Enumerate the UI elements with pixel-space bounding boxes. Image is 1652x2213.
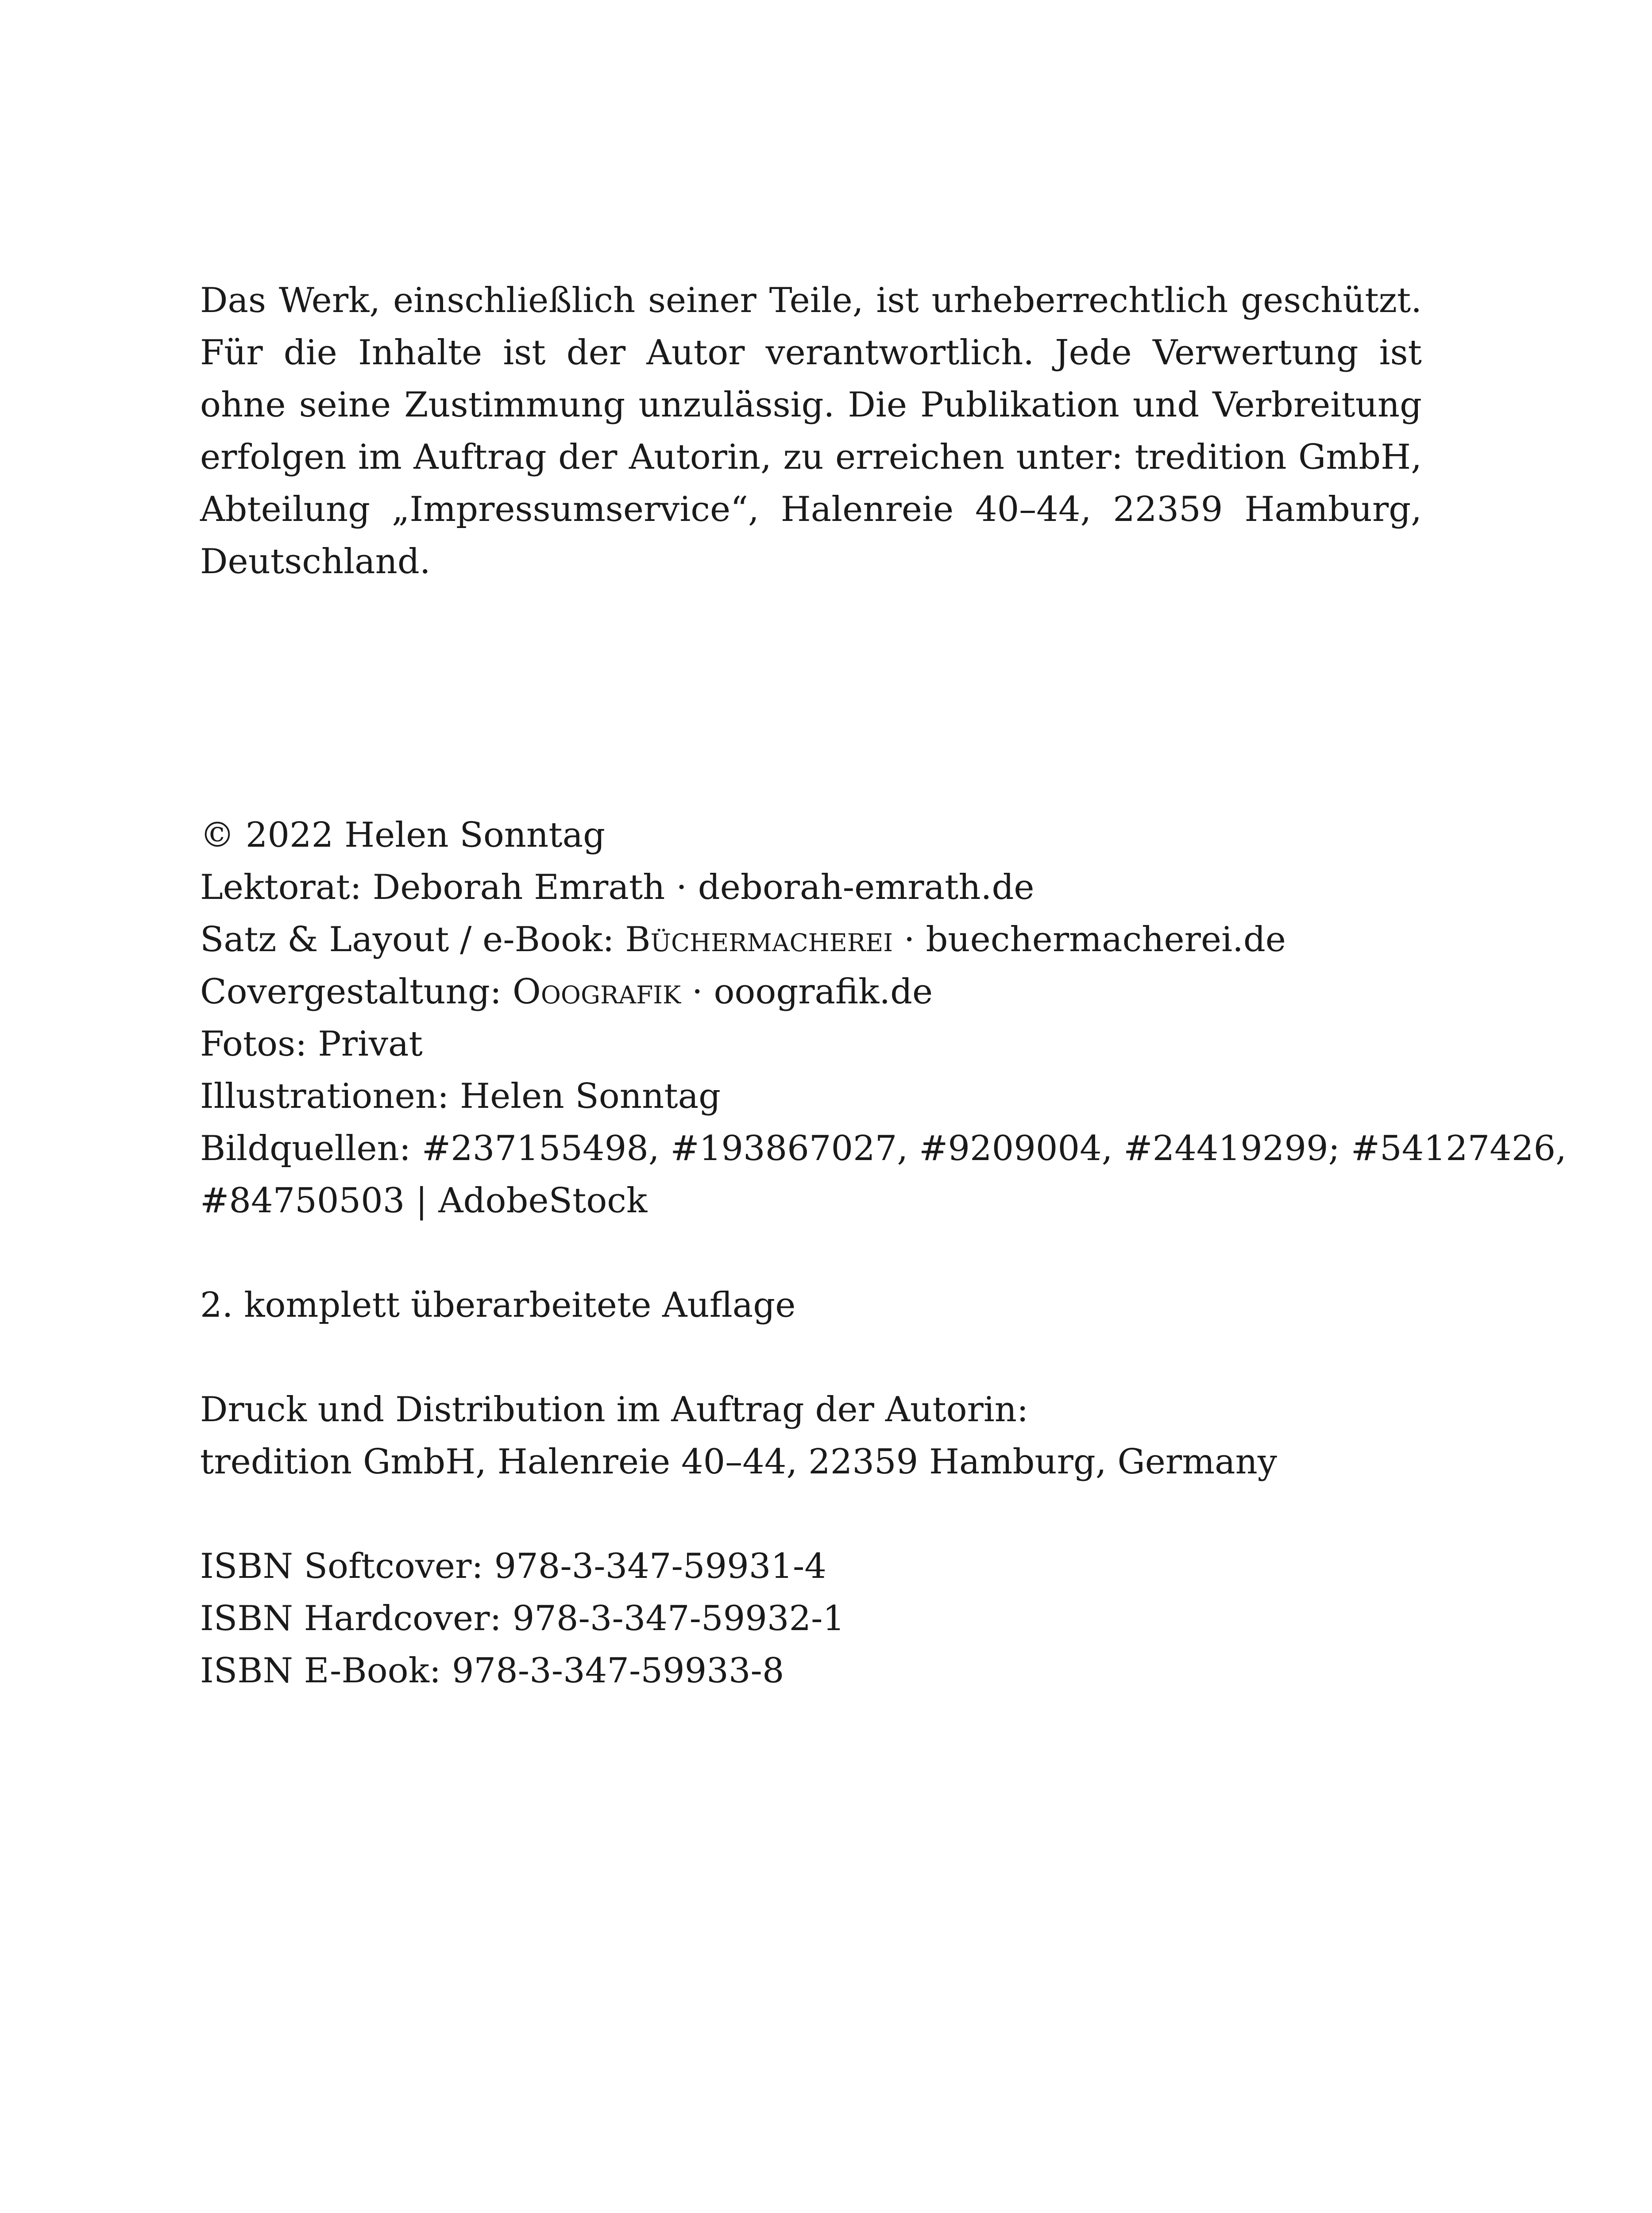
auflage-line: 2. komplett überarbeitete Auflage (200, 1285, 796, 1325)
imprint-page (200, 274, 1567, 1697)
druck-line-2: tredition GmbH, Halenreie 40–44, 22359 Hamburg, Germany (200, 1442, 1277, 1482)
cover-studio: Ooografik (512, 972, 681, 1012)
druck-line-1: Druck und Distribution im Auftrag der Autorin: (200, 1390, 1029, 1430)
bildquellen-line-2: #84750503 | AdobeStock (200, 1181, 648, 1221)
credits-block (200, 809, 1567, 1697)
spacer (200, 1227, 1422, 1279)
satz-studio: Büchermacherei (625, 920, 893, 960)
isbn-hardcover: ISBN Hardcover: 978-3-347-59932-1 (200, 1599, 845, 1639)
fotos-line: Fotos: Privat (200, 1024, 423, 1064)
cover-suffix: · ooografik.de (681, 972, 933, 1012)
spacer (200, 1488, 1422, 1540)
copyright-line: © 2022 Helen Sonntag (200, 815, 606, 855)
legal-notice: Das Werk, einschließlich seiner Teile, ist urheberrechtlich geschützt. Für die Inhalte ist der Autor verantwortlich. Jede Verwertung ist ohne seine Zustimmung unzulässig. Die Publikation und Verbreitung erfolgen im Auftrag der Autorin, zu erreichen unter: tredition GmbH, Abteilung „Impressumservice“, Halenreie 40–44, 22359 Hamburg, Deutschland. (200, 281, 1422, 582)
cover-line (200, 966, 1422, 1018)
satz-line (200, 914, 1422, 966)
illustrationen-line: Illustrationen: Helen Sonntag (200, 1076, 721, 1116)
spacer (200, 1331, 1422, 1384)
bildquellen-line-1: Bildquellen: #237155498, #193867027, #9209004, #24419299; #54127426, (200, 1129, 1567, 1168)
satz-prefix: Satz & Layout / e-Book: (200, 920, 625, 960)
cover-prefix: Covergestaltung: (200, 972, 513, 1012)
isbn-ebook: ISBN E-Book: 978-3-347-59933-8 (200, 1651, 784, 1691)
isbn-softcover: ISBN Softcover: 978-3-347-59931-4 (200, 1546, 827, 1586)
satz-suffix: · buechermacherei.de (893, 920, 1286, 960)
lektorat-line: Lektorat: Deborah Emrath · deborah-emrath.de (200, 867, 1034, 907)
